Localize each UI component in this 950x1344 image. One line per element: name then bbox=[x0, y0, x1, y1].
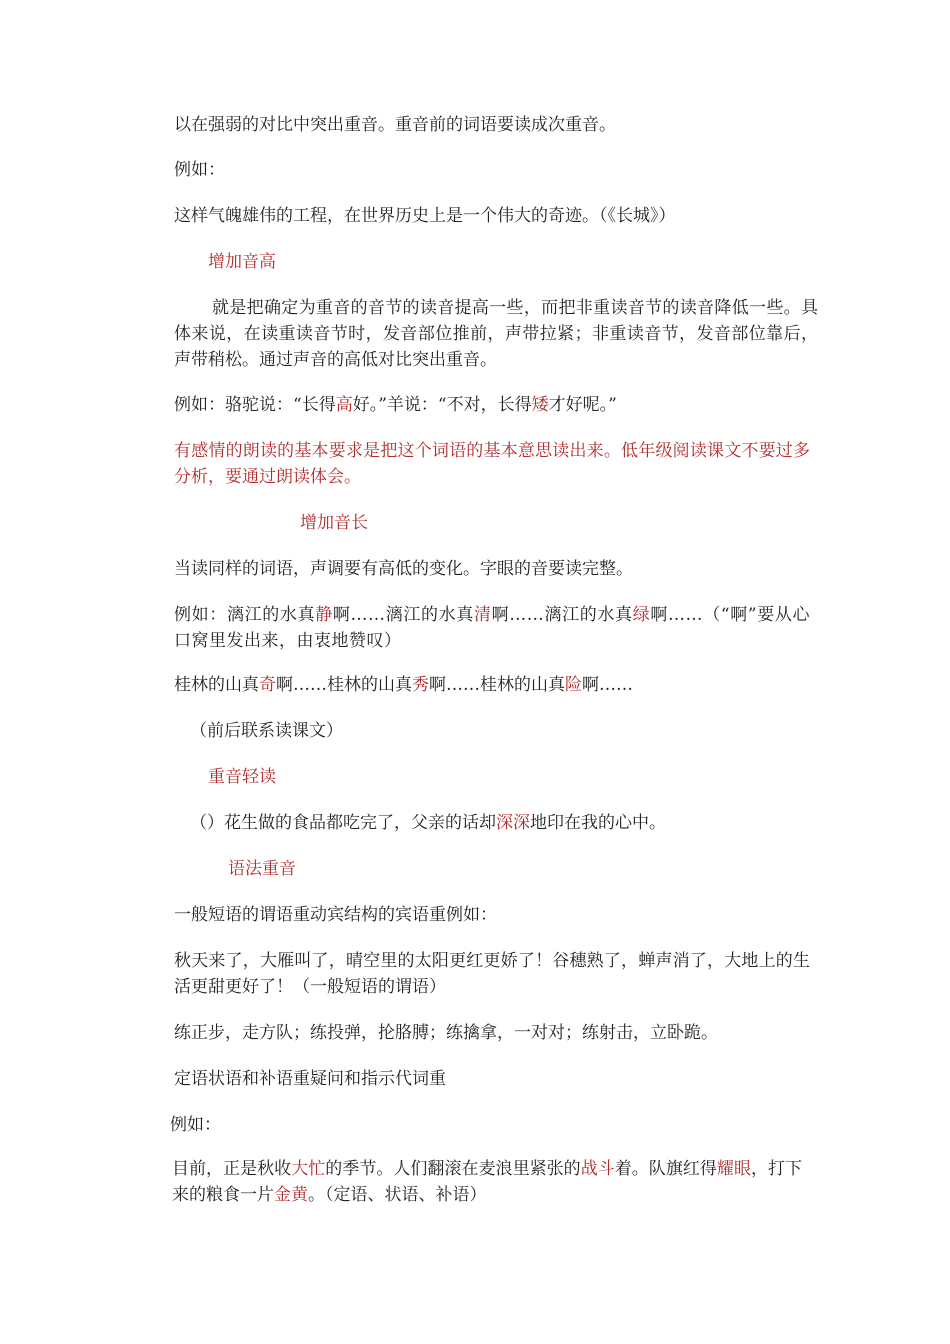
paragraph-2 bbox=[174, 157, 814, 183]
text-run: （前后联系读课文） bbox=[190, 721, 343, 741]
emphasis-text: 高 bbox=[335, 395, 353, 415]
emphasis-text: 秀 bbox=[412, 675, 429, 695]
text-run: 这样气魄雄伟的工程，在世界历史上是一个伟大的奇迹。（《长城》） bbox=[174, 206, 676, 226]
text-run: 当读同样的词语，声调要有高低的变化。字眼的音要读完整。 bbox=[174, 559, 633, 579]
heading-pitch bbox=[208, 249, 848, 275]
text-run: 例如： bbox=[174, 160, 225, 180]
text-run: （）花生做的食品都吃完了，父亲的话却 bbox=[190, 813, 496, 833]
emphasis-text: 大忙 bbox=[291, 1159, 326, 1179]
text-run: 的季节。人们翻滚在麦浪里紧张的 bbox=[325, 1159, 581, 1179]
emphasis-text: 有感情的朗读的基本要求是把这个词语的基本意思读出来。低年级阅读课文不要过多分析，要通过朗读体会。 bbox=[174, 441, 810, 487]
text-run: 啊……桂林的山真 bbox=[276, 675, 412, 695]
heading-light bbox=[208, 764, 848, 790]
text-run: 啊……（“啊”要从心口窝里发出来，由衷地赞叹） bbox=[174, 605, 811, 651]
text-run: 桂林的山真 bbox=[174, 675, 259, 695]
emphasis-text: 重音轻读 bbox=[208, 767, 276, 787]
text-run: 才好呢。” bbox=[548, 395, 617, 415]
text-run: 着。队旗红得 bbox=[614, 1159, 717, 1179]
paragraph-15 bbox=[174, 1066, 814, 1092]
text-run: 练正步，走方队；练投弹，抡胳膊；练擒拿，一对对；练射击，立卧跪。 bbox=[174, 1023, 718, 1043]
text-run: 就是把确定为重音的音节的读音提高一些，而把非重读音节的读音降低一些。具体来说，在读重读音节时，发音部位推前，声带拉紧；非重读音节，发音部位靠后，声带稍松。通过声音的高低对比突出重音。 bbox=[174, 298, 818, 370]
paragraph-11 bbox=[190, 810, 830, 836]
paragraph-7 bbox=[174, 556, 814, 582]
text-run: 啊……漓江的水真 bbox=[491, 605, 633, 625]
emphasis-text: 矮 bbox=[531, 395, 549, 415]
text-run: 啊…… bbox=[582, 675, 633, 695]
paragraph-6 bbox=[174, 438, 810, 490]
paragraph-3 bbox=[174, 203, 814, 229]
text-run: 目前，正是秋收 bbox=[172, 1159, 292, 1179]
emphasis-text: 战斗 bbox=[580, 1159, 615, 1179]
text-run: 以在强弱的对比中突出重音。重音前的词语要读成次重音。 bbox=[174, 115, 616, 135]
emphasis-text: 增加音长 bbox=[300, 513, 368, 533]
paragraph-9 bbox=[174, 672, 814, 698]
emphasis-text: 金黄 bbox=[274, 1185, 308, 1205]
paragraph-13 bbox=[174, 948, 810, 1000]
emphasis-text: 耀眼 bbox=[716, 1159, 751, 1179]
text-run: 。（定语、状语、补语） bbox=[308, 1185, 487, 1205]
paragraph-5 bbox=[174, 392, 814, 418]
emphasis-text: 语法重音 bbox=[228, 859, 296, 879]
paragraph-10 bbox=[190, 718, 830, 744]
text-run: 地印在我的心中。 bbox=[530, 813, 666, 833]
paragraph-4 bbox=[174, 295, 818, 373]
emphasis-text: 绿 bbox=[632, 605, 651, 625]
paragraph-14 bbox=[174, 1020, 814, 1046]
emphasis-text: 险 bbox=[565, 675, 582, 695]
heading-grammar bbox=[228, 856, 868, 882]
text-run: 啊……桂林的山真 bbox=[429, 675, 565, 695]
paragraph-16 bbox=[170, 1112, 810, 1138]
heading-length bbox=[300, 510, 940, 536]
text-run: 定语状语和补语重疑问和指示代词重 bbox=[174, 1069, 446, 1089]
paragraph-8 bbox=[174, 602, 810, 654]
emphasis-text: 增加音高 bbox=[208, 252, 276, 272]
text-run: 一般短语的谓语重动宾结构的宾语重例如： bbox=[174, 905, 497, 925]
text-run: ，打下来的粮食一片 bbox=[172, 1159, 803, 1205]
text-run: 例如：骆驼说：“长得 bbox=[174, 395, 336, 415]
text-run: 例如： bbox=[170, 1115, 221, 1135]
text-run: 例如：漓江的水真 bbox=[174, 605, 316, 625]
emphasis-text: 清 bbox=[474, 605, 492, 625]
text-run: 好。”羊说：“不对，长得 bbox=[352, 395, 532, 415]
paragraph-17 bbox=[172, 1156, 802, 1208]
text-run: 啊……漓江的水真 bbox=[332, 605, 474, 625]
emphasis-text: 深深 bbox=[496, 813, 530, 833]
paragraph-12 bbox=[174, 902, 814, 928]
emphasis-text: 奇 bbox=[259, 675, 276, 695]
text-run: 秋天来了，大雁叫了，晴空里的太阳更红更娇了！谷穗熟了，蝉声消了，大地上的生活更甜更好了！（一般短语的谓语） bbox=[174, 951, 810, 997]
emphasis-text: 静 bbox=[315, 605, 333, 625]
paragraph-1 bbox=[174, 112, 814, 138]
